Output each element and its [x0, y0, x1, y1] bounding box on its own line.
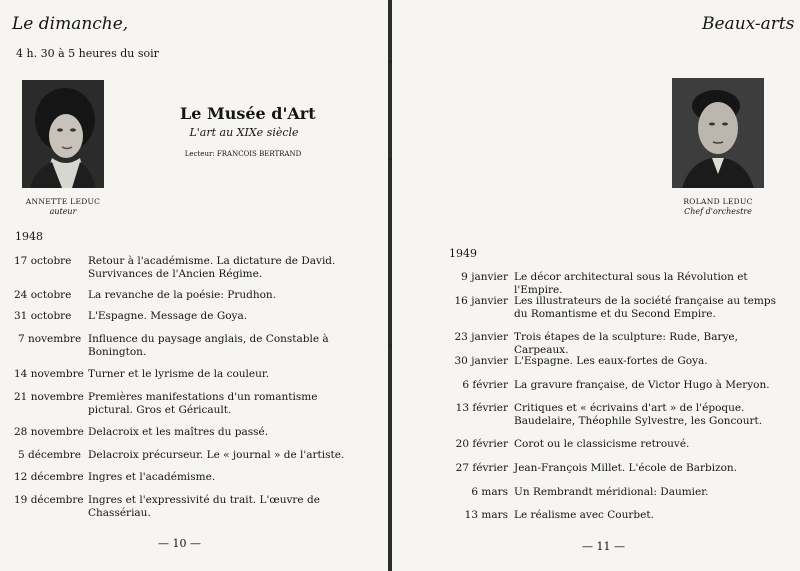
binding-mark — [389, 344, 392, 347]
lecture-date: 19 décembre — [14, 494, 84, 506]
lecture-date: 23 janvier — [454, 331, 508, 343]
caption-role: Chef d'orchestre — [684, 207, 752, 216]
lecture-date: 9 janvier — [461, 271, 508, 283]
lecture-topic: Le décor architectural sous la Révolution et l'Empire. — [514, 271, 748, 296]
left-header-title: Le dimanche, — [12, 14, 129, 34]
lecture-topic: Un Rembrandt méridional: Daumier. — [514, 486, 709, 498]
lecture-topic: Delacroix et les maîtres du passé. — [88, 426, 269, 438]
left-page — [0, 0, 388, 571]
lecture-topic: Les illustrateurs de la société française au temps du Romantisme et du Second Empire. — [514, 295, 776, 320]
portrait-photo-annette — [22, 80, 104, 188]
binding-mark — [389, 158, 392, 161]
lecture-date: 13 mars — [464, 509, 508, 521]
lecture-topic: Delacroix précurseur. Le « journal » de l'artiste. — [88, 449, 345, 461]
section-reader: Lecteur: FRANCOIS BERTRAND — [184, 150, 302, 158]
lecture-topic: L'Espagne. Les eaux-fortes de Goya. — [514, 355, 708, 367]
portrait-photo-roland — [672, 78, 764, 188]
right-page — [392, 0, 800, 571]
lecture-topic: Influence du paysage anglais, de Constable à Bonington. — [88, 333, 329, 358]
caption-name: ROLAND LEDUC — [683, 197, 753, 206]
portrait-man-image — [672, 78, 764, 188]
lecture-date: 27 février — [455, 462, 508, 474]
page-number-right: — 11 — — [582, 540, 625, 553]
binding-mark — [389, 60, 392, 63]
lecture-date: 24 octobre — [14, 289, 72, 301]
lecture-date: 5 décembre — [18, 449, 81, 461]
left-photo-caption — [18, 197, 108, 217]
section-title: Le Musée d'Art — [180, 104, 316, 123]
lecture-topic: Retour à l'académisme. La dictature de David. Survivances de l'Ancien Régime. — [88, 255, 336, 280]
lecture-topic: Ingres et l'académisme. — [88, 471, 216, 483]
lecture-topic: Premières manifestations d'un romantisme pictural. Gros et Géricault. — [88, 391, 318, 416]
lecture-date: 30 janvier — [454, 355, 508, 367]
left-header-time: 4 h. 30 à 5 heures du soir — [16, 47, 159, 60]
caption-name: ANNETTE LEDUC — [25, 197, 101, 206]
lecture-topic: Ingres et l'expressivité du trait. L'œuvre de Chassériau. — [88, 494, 320, 519]
lecture-date: 6 mars — [471, 486, 508, 498]
section-subtitle: L'art au XIXe siècle — [189, 126, 299, 139]
right-photo-caption — [670, 197, 766, 217]
year-heading: 1949 — [449, 247, 477, 260]
lecture-topic: Le réalisme avec Courbet. — [514, 509, 654, 521]
caption-role: auteur — [49, 207, 77, 216]
lecture-date: 28 novembre — [14, 426, 84, 438]
lecture-date: 7 novembre — [18, 333, 82, 345]
lecture-date: 17 octobre — [14, 255, 72, 267]
lecture-date: 12 décembre — [14, 471, 84, 483]
lecture-topic: L'Espagne. Message de Goya. — [88, 310, 248, 322]
lecture-date: 6 février — [462, 379, 508, 391]
lecture-topic: Trois étapes de la sculpture: Rude, Barye, Carpeaux. — [514, 331, 738, 356]
right-header-title: Beaux-arts — [702, 14, 795, 34]
lecture-date: 21 novembre — [14, 391, 84, 403]
lecture-date: 20 février — [455, 438, 508, 450]
lecture-date: 14 novembre — [14, 368, 84, 380]
lecture-topic: Corot ou le classicisme retrouvé. — [514, 438, 690, 450]
page-number-left: — 10 — — [158, 537, 201, 550]
lecture-date: 31 octobre — [14, 310, 72, 322]
portrait-woman-image — [22, 80, 104, 188]
year-heading: 1948 — [15, 230, 43, 243]
lecture-topic: Jean-François Millet. L'école de Barbizon. — [514, 462, 738, 474]
lecture-topic: Critiques et « écrivains d'art » de l'époque. Baudelaire, Théophile Sylvestre, les Goncourt. — [514, 402, 763, 427]
lecture-topic: Turner et le lyrisme de la couleur. — [88, 368, 270, 380]
lecture-date: 13 février — [455, 402, 508, 414]
lecture-date: 16 janvier — [454, 295, 508, 307]
lecture-topic: La revanche de la poésie: Prudhon. — [88, 289, 277, 301]
lecture-topic: La gravure française, de Victor Hugo à Meryon. — [514, 379, 770, 391]
